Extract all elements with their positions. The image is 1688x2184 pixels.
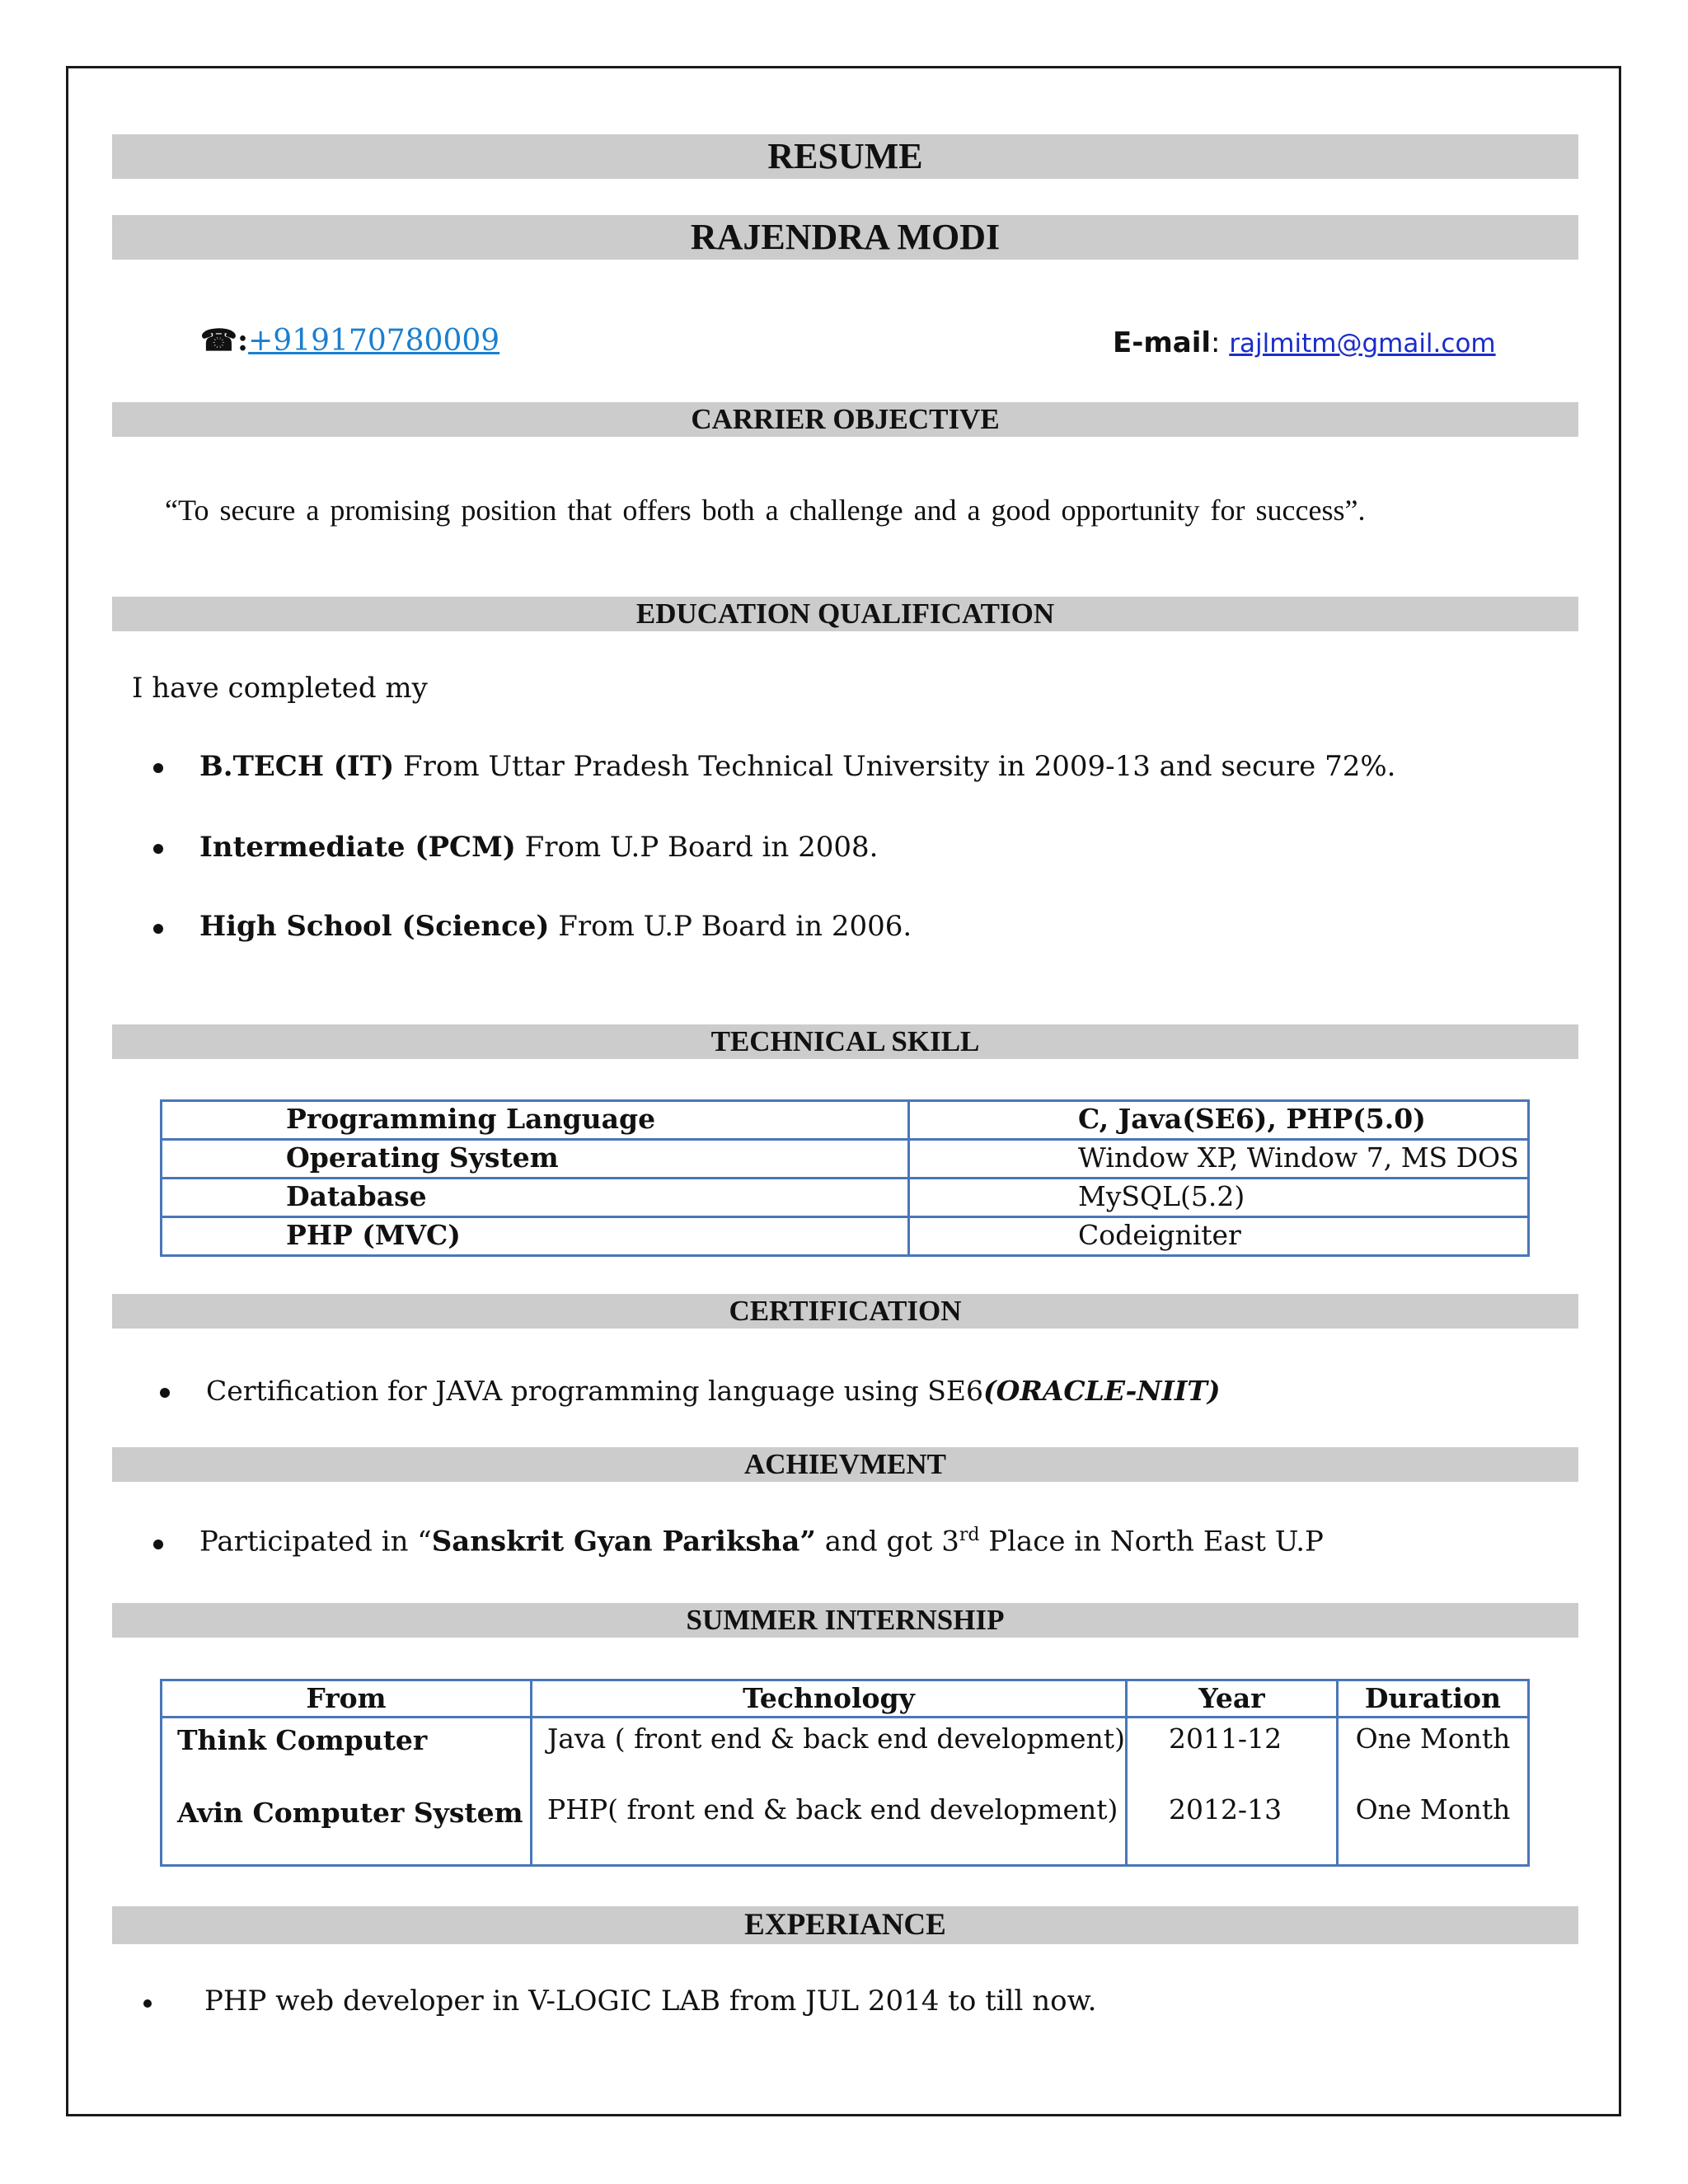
skill-value: Window XP, Window 7, MS DOS <box>909 1140 1529 1179</box>
table-row <box>162 1718 1529 1866</box>
internship-duration: One Month <box>1355 1722 1511 1755</box>
table-header-row <box>162 1680 1529 1718</box>
internship-year-cell <box>1126 1718 1337 1866</box>
certification-item <box>206 1375 1221 1407</box>
table-row <box>162 1179 1529 1217</box>
skills-table <box>160 1099 1530 1257</box>
achievement-heading: ACHIEVMENT <box>112 1447 1578 1482</box>
experience-item: PHP web developer in V-LOGIC LAB from JUL 2014 to till now. <box>204 1985 1097 2018</box>
degree-label: B.TECH (IT) <box>199 750 395 783</box>
telephone-icon: ☎: <box>200 323 249 358</box>
bullet-icon <box>153 763 163 773</box>
internship-heading: SUMMER INTERNSHIP <box>112 1603 1578 1638</box>
achievement-middle: and got 3 <box>815 1525 959 1558</box>
email-label: E-mail <box>1113 326 1212 359</box>
table-row <box>162 1140 1529 1179</box>
education-item <box>199 910 912 943</box>
degree-label: Intermediate (PCM) <box>199 831 516 864</box>
experience-heading: EXPERIANCE <box>112 1906 1578 1944</box>
column-header: Duration <box>1337 1680 1528 1718</box>
certification-text: Certification for JAVA programming language using SE6 <box>206 1375 983 1407</box>
skills-heading: TECHNICAL SKILL <box>112 1024 1578 1059</box>
resume-title: RESUME <box>112 134 1578 179</box>
internship-technology: PHP( front end & back end development) <box>547 1793 1118 1825</box>
internship-from-cell <box>162 1718 532 1866</box>
internship-year: 2012-13 <box>1168 1793 1282 1825</box>
achievement-suffix: Place in North East U.P <box>979 1525 1324 1558</box>
column-header: Year <box>1126 1680 1337 1718</box>
skill-label: Operating System <box>162 1140 909 1179</box>
phone-link[interactable]: +919170780009 <box>248 324 500 358</box>
skill-label: Programming Language <box>162 1101 909 1140</box>
table-row <box>162 1217 1529 1256</box>
email-separator: : <box>1211 326 1221 359</box>
phone-line <box>200 323 499 358</box>
skill-label: PHP (MVC) <box>162 1217 909 1256</box>
achievement-event: Sanskrit Gyan Pariksha” <box>431 1525 816 1558</box>
skill-value: Codeigniter <box>909 1217 1529 1256</box>
certification-org: (ORACLE-NIIT) <box>982 1375 1221 1407</box>
column-header: From <box>162 1680 532 1718</box>
degree-label: High School (Science) <box>199 910 550 943</box>
internship-technology: Java ( front end & back end development) <box>547 1722 1125 1755</box>
objective-heading: CARRIER OBJECTIVE <box>112 402 1578 437</box>
internship-year: 2011-12 <box>1168 1722 1282 1755</box>
bullet-icon <box>153 844 163 854</box>
achievement-item <box>199 1525 1324 1558</box>
degree-detail: From Uttar Pradesh Technical University in 2009-13 and secure 72%. <box>394 750 1396 783</box>
bullet-icon <box>143 1999 152 2008</box>
skill-label: Database <box>162 1179 909 1217</box>
email-line <box>1113 326 1496 359</box>
column-header: Technology <box>532 1680 1127 1718</box>
internship-duration-cell <box>1337 1718 1528 1866</box>
skill-value: MySQL(5.2) <box>909 1179 1529 1217</box>
degree-detail: From U.P Board in 2008. <box>515 831 879 864</box>
email-link[interactable]: rajlmitm@gmail.com <box>1229 329 1496 359</box>
education-intro: I have completed my <box>132 672 428 705</box>
internship-tech-cell <box>532 1718 1127 1866</box>
internship-from: Think Computer <box>177 1724 428 1756</box>
achievement-prefix: Participated in “ <box>199 1525 432 1558</box>
bullet-icon <box>153 924 163 934</box>
certification-heading: CERTIFICATION <box>112 1294 1578 1329</box>
bullet-icon <box>160 1388 170 1398</box>
skill-value: C, Java(SE6), PHP(5.0) <box>909 1101 1529 1140</box>
achievement-superscript: rd <box>959 1525 980 1545</box>
internship-from: Avin Computer System <box>177 1797 523 1829</box>
education-heading: EDUCATION QUALIFICATION <box>112 597 1578 631</box>
degree-detail: From U.P Board in 2006. <box>549 910 912 943</box>
bullet-icon <box>153 1540 163 1549</box>
internship-table <box>160 1679 1530 1867</box>
table-row <box>162 1101 1529 1140</box>
internship-duration: One Month <box>1355 1793 1511 1825</box>
education-item <box>199 831 878 864</box>
education-item <box>199 750 1395 783</box>
candidate-name: RAJENDRA MODI <box>112 215 1578 260</box>
objective-text: “To secure a promising position that offers both a challenge and a good opportunity for success”. <box>165 494 1366 527</box>
